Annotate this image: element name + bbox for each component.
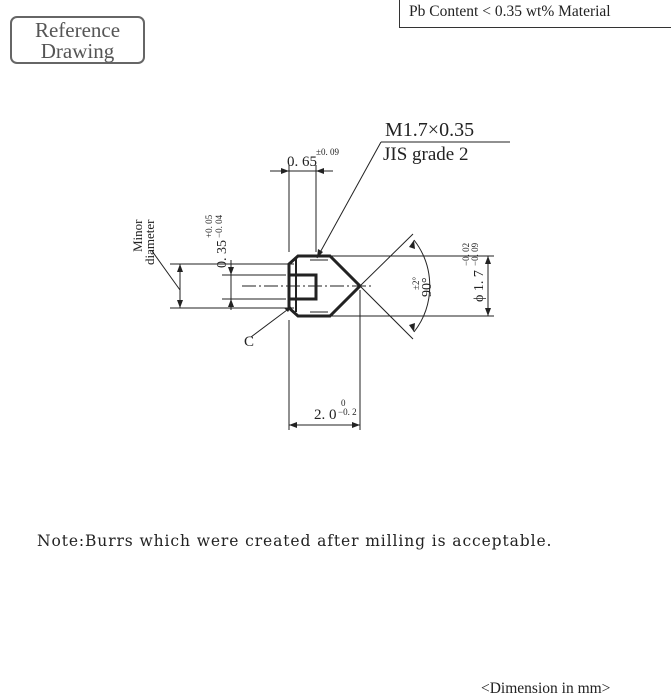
slot-depth-tol-lower: −0. 04 — [214, 214, 224, 238]
screw-slot — [289, 275, 316, 299]
reference-label: Reference — [34, 18, 121, 42]
material-spec-text: Pb Content < 0.35 wt% Material — [409, 3, 611, 20]
point-angle-label: 90° — [420, 277, 435, 297]
outer-diameter-label: ϕ 1. 7 — [472, 270, 487, 302]
note-text: Note:Burrs which were created after milling is acceptable. — [37, 532, 553, 550]
minor-diameter-label-1: Minor — [130, 219, 145, 252]
chamfer-label: C — [244, 334, 255, 350]
thread-leader — [317, 142, 381, 258]
slot-width-tolerance: ±0. 09 — [316, 147, 339, 157]
thread-spec-label: M1.7×0.35 — [385, 119, 475, 141]
chamfer-leader — [251, 307, 291, 337]
slot-width-label: 0. 65 — [287, 154, 317, 170]
outer-diameter-tol-lower: −0. 09 — [470, 242, 480, 266]
outer-diameter-tol-upper: −0. 02 — [461, 242, 471, 266]
length-tol-upper: 0 — [341, 398, 346, 408]
length-label: 2. 0 — [314, 407, 337, 423]
thread-grade-label: JIS grade 2 — [383, 144, 469, 165]
point-angle-tolerance: ±2° — [411, 276, 421, 290]
angle-ext-lower — [360, 286, 413, 339]
units-label: <Dimension in mm> — [481, 680, 611, 697]
minor-diameter-label-2: diameter — [142, 219, 157, 265]
slot-depth-tol-upper: +0. 05 — [204, 214, 214, 238]
drawing-label: Drawing — [40, 39, 115, 63]
slot-depth-label: 0. 35 — [215, 240, 230, 268]
length-tol-lower: −0. 2 — [338, 407, 357, 417]
angle-ext-upper — [360, 234, 413, 286]
